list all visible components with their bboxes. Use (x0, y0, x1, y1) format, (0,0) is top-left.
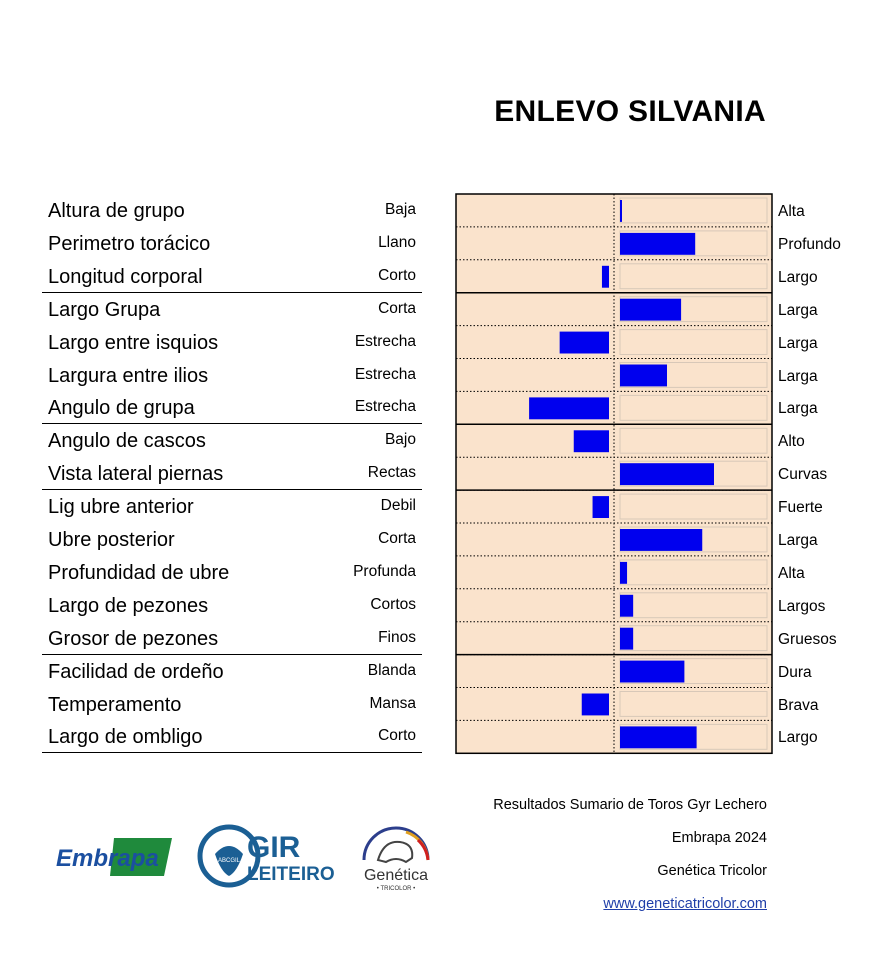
trait-name: Altura de grupo (48, 200, 185, 222)
bar-7 (574, 430, 609, 452)
trait-low-label: Llano (378, 233, 416, 251)
trait-high-label: Brava (778, 696, 819, 714)
bar-15 (582, 694, 609, 716)
trait-name: Largura entre ilios (48, 364, 209, 387)
trait-high-label: Profundo (778, 235, 841, 253)
trait-low-label: Corta (378, 530, 416, 547)
trait-low-label: Rectas (367, 464, 416, 482)
trait-high-label: Larga (778, 334, 818, 352)
footer-brand: Genética Tricolor (657, 863, 767, 879)
leiteiro-logo-text: LEITEIRO (247, 864, 335, 885)
chart-title: ENLEVO SILVANIA (494, 95, 766, 128)
bar-4 (560, 332, 609, 354)
trait-high-label: Larga (778, 400, 818, 418)
genetica-logo-text: Genética (363, 867, 429, 884)
trait-high-label: Fuerte (778, 499, 823, 517)
trait-name: Temperamento (48, 693, 182, 716)
trait-high-label: Gruesos (778, 630, 837, 648)
trait-name: Vista lateral piernas (48, 463, 224, 486)
embrapa-logo-text: Embrapa (56, 845, 159, 872)
trait-name: Ubre posterior (48, 529, 175, 551)
bar-11 (620, 562, 627, 584)
trait-high-label: Curvas (778, 466, 828, 484)
footer-year: Embrapa 2024 (671, 830, 767, 846)
trait-high-label: Alta (778, 203, 805, 220)
bar-14 (620, 661, 684, 683)
bar-12 (620, 595, 633, 617)
trait-name: Longitud corporal (48, 265, 203, 288)
bar-6 (529, 397, 609, 419)
bar-10 (620, 529, 702, 551)
trait-high-label: Alto (778, 433, 805, 451)
footer-summary: Resultados Sumario de Toros Gyr Lechero (493, 797, 767, 813)
trait-low-label: Debil (380, 497, 416, 515)
trait-low-label: Estrecha (354, 398, 416, 416)
trait-name: Facilidad de ordeño (48, 660, 224, 683)
website-link[interactable]: www.geneticatricolor.com (603, 896, 767, 912)
trait-high-label: Larga (778, 301, 818, 319)
chart-panel (456, 194, 772, 753)
trait-name: Largo entre isquios (48, 331, 219, 354)
embrapa-logo (52, 832, 177, 884)
trait-low-label: Corta (378, 299, 416, 317)
trait-low-label: Mansa (369, 694, 416, 712)
bar-3 (620, 299, 681, 321)
trait-low-label: Corto (378, 266, 416, 284)
bar-5 (620, 365, 667, 387)
trait-low-label: Blanda (367, 661, 416, 679)
trait-name: Angulo de cascos (48, 430, 206, 453)
trait-high-label: Largo (778, 268, 818, 286)
trait-name: Lig ubre anterior (48, 496, 194, 519)
bar-13 (620, 628, 633, 650)
trait-low-label: Estrecha (354, 365, 416, 383)
bar-9 (593, 496, 609, 518)
trait-high-label: Largo (778, 729, 818, 747)
trait-high-label: Larga (778, 532, 818, 549)
bar-1 (620, 233, 695, 255)
trait-low-label: Profunda (353, 562, 416, 580)
trait-name: Profundidad de ubre (48, 561, 230, 584)
gir-logo-text: GIR (247, 831, 301, 864)
trait-name: Perimetro torácico (48, 232, 211, 255)
trait-low-label: Corto (378, 727, 416, 745)
gir-abcgil-text: ABCGIL (217, 858, 241, 864)
gir-leiteiro-logo (197, 824, 337, 888)
trait-low-label: Estrecha (354, 332, 416, 350)
trait-low-label: Bajo (384, 431, 416, 449)
bar-2 (602, 266, 609, 288)
trait-name: Largo Grupa (48, 298, 161, 321)
genetica-tricolor-logo (356, 822, 436, 894)
footer-link-wrap (437, 896, 767, 912)
trait-name: Largo de ombligo (48, 726, 203, 749)
trait-high-label: Largos (778, 597, 826, 615)
trait-high-label: Dura (778, 663, 812, 681)
trait-low-label: Cortos (370, 595, 416, 613)
trait-low-label: Baja (384, 201, 416, 218)
trait-name: Grosor de pezones (48, 627, 219, 650)
bar-8 (620, 463, 714, 485)
tricolor-logo-text: • TRICOLOR • (376, 886, 416, 892)
trait-name: Largo de pezones (48, 594, 209, 617)
bar-0 (620, 200, 622, 222)
trait-low-label: Finos (378, 628, 416, 646)
bar-16 (620, 726, 697, 748)
trait-name: Angulo de grupa (48, 397, 195, 420)
trait-high-label: Larga (778, 367, 818, 385)
trait-high-label: Alta (778, 564, 805, 582)
